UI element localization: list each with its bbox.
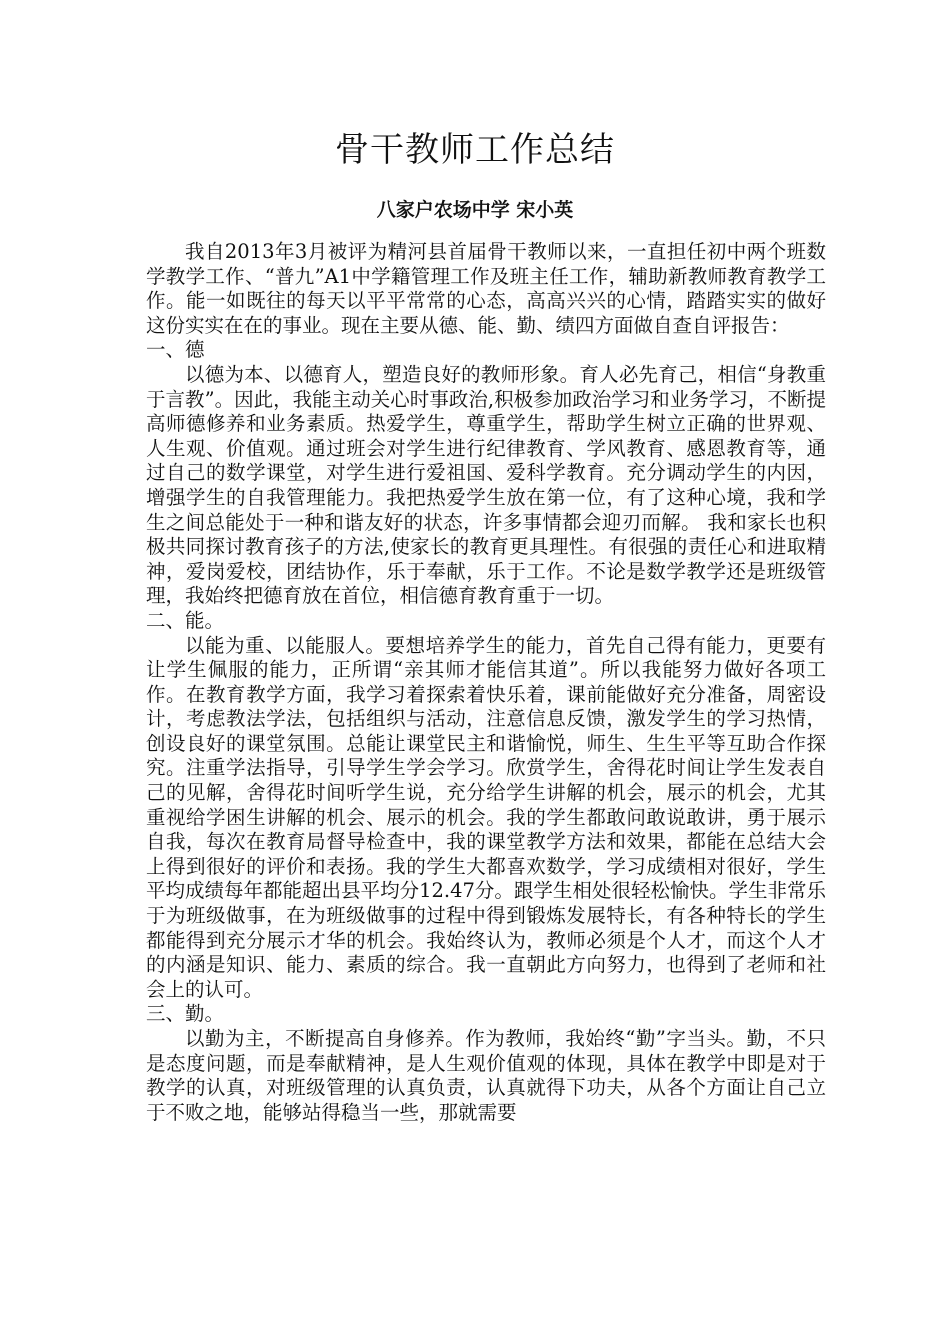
intro-paragraph: 我自2013年3月被评为精河县首届骨干教师以来，一直担任初中两个班数学教学工作、“普九”A1中学籍管理工作及班主任工作，辅助新教师教育教学工作。能一如既往的每天以平平常常的心态，高高兴兴的心情，踏踏实实的做好这份实实在在的事业。现在主要从德、能、勤、绩四方面做自查自评报告： <box>146 240 826 337</box>
document-body <box>146 240 826 1125</box>
section-paragraph-qin: 以勤为主，不断提高自身修养。作为教师，我始终“勤”字当头。勤，不只是态度问题，而是奉献精神，是人生观价值观的体现，具体在教学中即是对于教学的认真，对班级管理的认真负责，认真就得下功夫，从各个方面让自己立于不败之地，能够站得稳当一些，那就需要 <box>146 1027 826 1124</box>
document-title: 骨干教师工作总结 <box>335 130 615 170</box>
section-paragraph-de: 以德为本、以德育人，塑造良好的教师形象。育人必先育己，相信“身教重于言教”。因此，我能主动关心时事政治,积极参加政治学习和业务学习，不断提高师德修养和业务素质。热爱学生，尊重学生，帮助学生树立正确的世界观、人生观、价值观。通过班会对学生进行纪律教育、学风教育、感恩教育等，通过自己的数学课堂，对学生进行爱祖国、爱科学教育。充分调动学生的内因，增强学生的自我管理能力。我把热爱学生放在第一位，有了这种心境，我和学生之间总能处于一种和谐友好的状态，许多事情都会迎刃而解。 我和家长也积极共同探讨教育孩子的方法,使家长的教育更具理性。有很强的责任心和进取精神，爱岗爱校，团结协作，乐于奉献，乐于工作。不论是数学教学还是班级管理，我始终把德育放在首位，相信德育教育重于一切。 <box>146 362 826 608</box>
section-paragraph-neng: 以能为重、以能服人。要想培养学生的能力，首先自己得有能力，更要有让学生佩服的能力，正所谓“亲其师才能信其道”。所以我能努力做好各项工作。在教育教学方面，我学习着探索着快乐着，课前能做好充分准备，周密设计，考虑教法学法，包括组织与活动，注意信息反馈，激发学生的学习热情，创设良好的课堂氛围。总能让课堂民主和谐愉悦，师生、生生平等互助合作探究。注重学法指导，引导学生学会学习。欣赏学生，舍得花时间让学生发表自己的见解，舍得花时间听学生说，充分给学生讲解的机会，展示的机会，尤其重视给学困生讲解的机会、展示的机会。我的学生都敢问敢说敢讲，勇于展示自我，每次在教育局督导检查中，我的课堂教学方法和效果，都能在总结大会上得到很好的评价和表扬。我的学生大都喜欢数学，学习成绩相对很好，学生平均成绩每年都能超出县平均分12.47分。跟学生相处很轻松愉快。学生非常乐于为班级做事，在为班级做事的过程中得到锻炼发展特长，有各种特长的学生都能得到充分展示才华的机会。我始终认为，教师必须是个人才，而这个人才的内涵是知识、能力、素质的综合。我一直朝此方向努力，也得到了老师和社会上的认可。 <box>146 633 826 1001</box>
section-heading-de: 一、德 <box>146 338 205 362</box>
document-author: 八家户农场中学 宋小英 <box>376 199 574 221</box>
section-heading-neng: 二、能。 <box>146 608 225 632</box>
section-heading-qin: 三、勤。 <box>146 1002 225 1026</box>
